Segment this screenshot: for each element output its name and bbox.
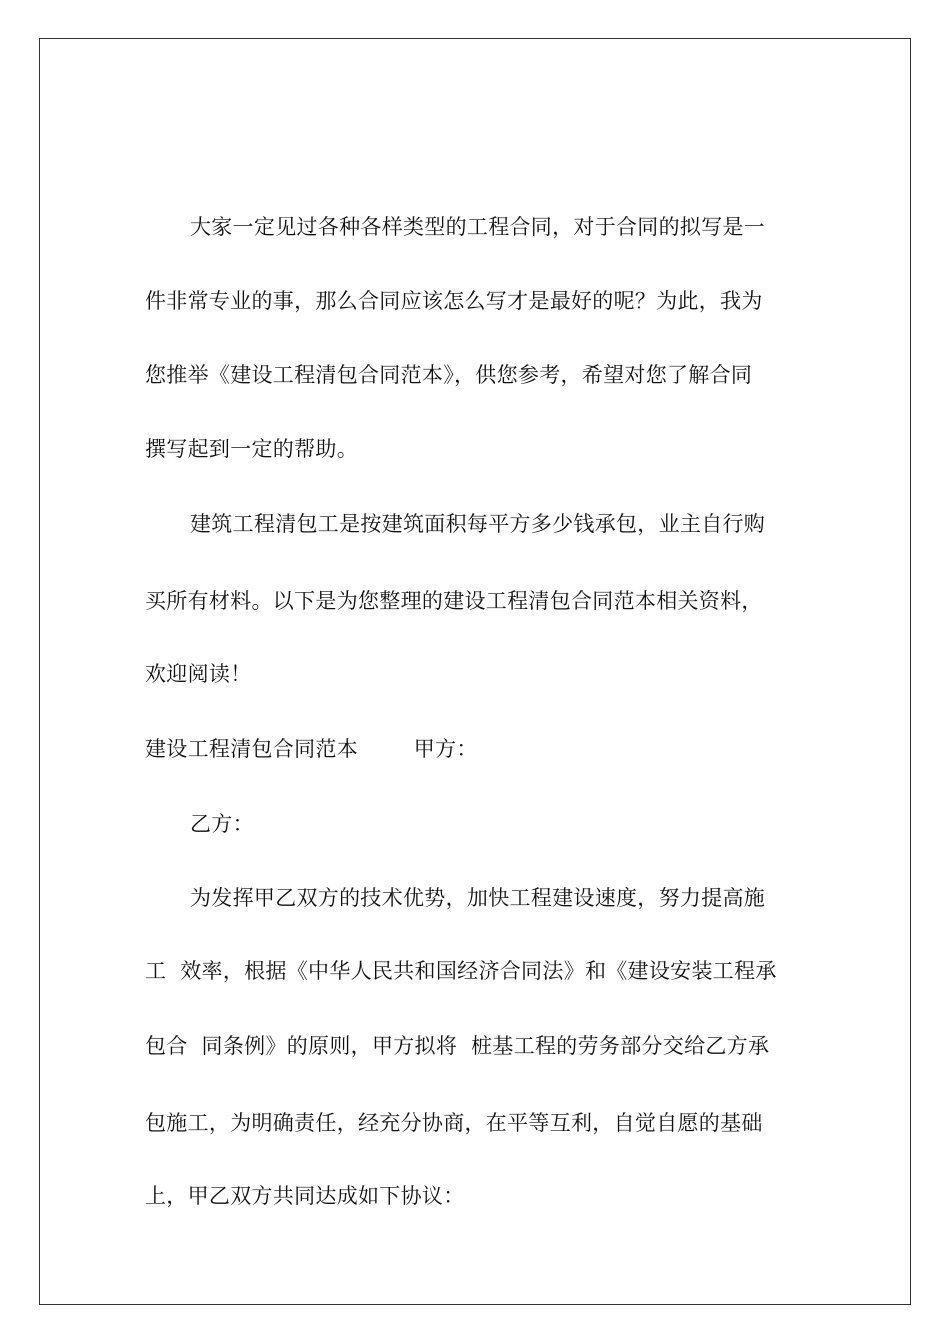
- text-line: 欢迎阅读！: [145, 662, 252, 686]
- text-line: 您推举《建设工程清包合同范本》，供您参考，希望对您了解合同: [145, 363, 753, 387]
- text-line: 撰写起到一定的帮助。: [145, 437, 358, 461]
- text-line: 建筑工程清包工是按建筑面积每平方多少钱承包，业主自行购: [190, 512, 766, 536]
- text-line: 件非常专业的事，那么合同应该怎么写才是最好的呢？为此，我为: [145, 289, 763, 313]
- text-line: 买所有材料。以下是为您整理的建设工程清包合同范本相关资料，: [145, 589, 763, 613]
- text-line: 大家一定见过各种各样类型的工程合同，对于合同的拟写是一: [190, 215, 766, 239]
- text-line: 上，甲乙双方共同达成如下协议：: [145, 1184, 465, 1208]
- text-line: 工 效率，根据《中华人民共和国经济合同法》和《建设安装工程承: [145, 959, 777, 983]
- text-line: 为发挥甲乙双方的技术优势，加快工程建设速度，努力提高施: [190, 886, 766, 910]
- text-line: 建设工程清包合同范本 甲方：: [145, 737, 478, 761]
- text-line: 包合 同条例》的原则，甲方拟将 桩基工程的劳务部分交给乙方承: [145, 1034, 770, 1058]
- text-line: 包施工，为明确责任，经充分协商，在平等互利，自觉自愿的基础: [145, 1111, 763, 1135]
- text-line: 乙方：: [190, 812, 254, 836]
